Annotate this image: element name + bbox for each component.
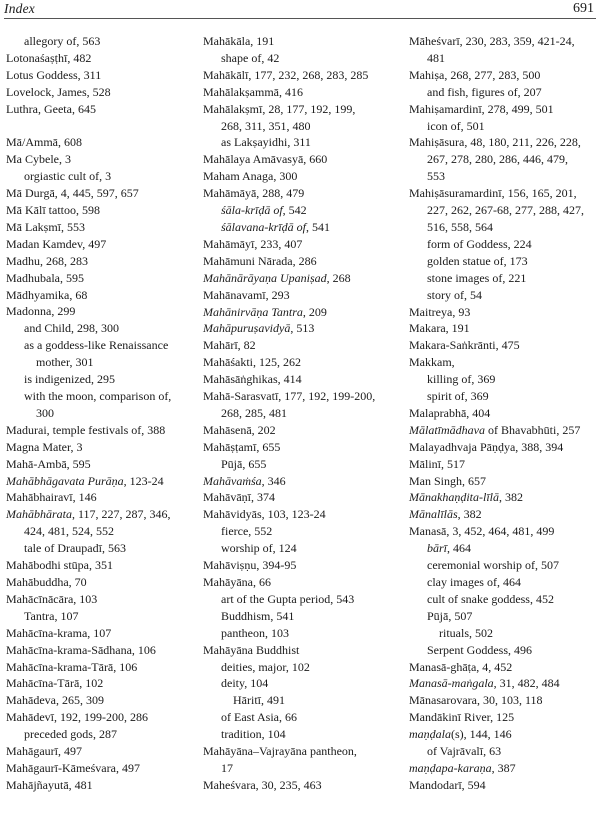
index-entry: Mahābhārata, 117, 227, 287, 346,: [6, 507, 171, 522]
index-subentry: 516, 558, 564: [427, 219, 493, 234]
index-entry: Luthra, Geeta, 645: [6, 101, 96, 116]
index-subentry: with the moon, comparison of,: [24, 389, 172, 404]
index-subentry: Tantra, 107: [24, 608, 79, 623]
index-entry: Manasā-maṅgala, 31, 482, 484: [409, 676, 560, 691]
index-entry: Madan Kamdev, 497: [6, 236, 107, 251]
index-subentry: 17: [221, 760, 233, 775]
index-entry: Mahāsenā, 202: [203, 422, 276, 437]
index-entry: Mā Durgā, 4, 445, 597, 657: [6, 186, 139, 201]
index-entry: Maitreya, 93: [409, 304, 471, 319]
index-entry: Mahājñayutā, 481: [6, 777, 93, 792]
index-entry: Mahādeva, 265, 309: [6, 693, 104, 708]
index-subentry: of East Asia, 66: [221, 710, 297, 725]
index-subentry: deity, 104: [221, 676, 269, 691]
index-subentry: as a goddess-like Renaissance: [24, 338, 169, 353]
index-subentry: stone images of, 221: [427, 270, 527, 285]
index-subentry: tradition, 104: [221, 727, 286, 742]
index-entry: Mahāmuni Nārada, 286: [203, 253, 317, 268]
index-subentry: worship of, 124: [221, 541, 297, 556]
index-entry: Lotonaśaṣṭhī, 482: [6, 50, 92, 65]
index-entry: Ma Cybele, 3: [6, 152, 71, 167]
index-entry: Mānakhaṇḍita-līlā, 382: [409, 490, 523, 505]
index-subentry: 553: [427, 169, 445, 184]
index-subentry: Pūjā, 655: [221, 456, 267, 471]
index-subentry: and fish, figures of, 207: [427, 84, 542, 99]
index-entry: Madonna, 299: [6, 304, 76, 319]
index-subentry: tale of Draupadī, 563: [24, 541, 126, 556]
index-entry: Mahācīnācāra, 103: [6, 591, 98, 606]
index-entry: Malayadhvaja Pāṇḍya, 388, 394: [409, 439, 564, 454]
index-entry: Mahāvāṇī, 374: [203, 490, 275, 505]
index-entry: Manasā-ghāṭa, 4, 452: [409, 659, 513, 674]
index-subentry: 267, 278, 280, 286, 446, 479,: [427, 152, 568, 167]
index-entry: Mahācīna-krama, 107: [6, 625, 112, 640]
index-entry: Mahiṣa, 268, 277, 283, 500: [409, 67, 541, 82]
index-entry: Malaprabhā, 404: [409, 405, 491, 420]
index-subentry: icon of, 501: [427, 118, 485, 133]
index-entry: Mānasarovara, 30, 103, 118: [409, 693, 543, 708]
index-entry: Mahāṣṭamī, 655: [203, 439, 281, 454]
index-entry: Mahākāla, 191: [203, 34, 275, 48]
index-entry: Lovelock, James, 528: [6, 84, 111, 99]
index-entry: Mahālaya Amāvasyā, 660: [203, 152, 328, 167]
index-subentry: form of Goddess, 224: [427, 236, 532, 251]
index-subentry: rituals, 502: [439, 625, 493, 640]
index-entry: Mahācīna-Tārā, 102: [6, 676, 104, 691]
index-entry: Mahā-Ambā, 595: [6, 456, 91, 471]
index-subentry: pantheon, 103: [221, 625, 289, 640]
index-entry: Man Singh, 657: [409, 473, 487, 488]
index-entry: Mahiṣāsuramardinī, 156, 165, 201,: [409, 186, 577, 201]
index-subentry: bārī, 464: [427, 541, 472, 556]
index-subentry: and Child, 298, 300: [24, 321, 119, 336]
index-entry: Makara-Saṅkrānti, 475: [409, 338, 520, 353]
index-entry: Mandākinī River, 125: [409, 710, 515, 725]
index-subentry: ceremonial worship of, 507: [427, 558, 559, 573]
index-subentry: allegory of, 563: [24, 34, 101, 48]
index-entry: Mahābhāgavata Purāṇa, 123-24: [6, 473, 164, 488]
index-entry: Mahācīna-krama-Sādhana, 106: [6, 642, 156, 657]
index-subentry: spirit of, 369: [427, 389, 489, 404]
index-entry: Makara, 191: [409, 321, 470, 336]
index-subentry: story of, 54: [427, 287, 482, 302]
index-subentry: 268, 311, 351, 480: [221, 118, 311, 133]
index-entry: Mādhyamika, 68: [6, 287, 88, 302]
index-subentry: śālavana-krīḍā of, 541: [221, 219, 330, 234]
index-entry: Mahāmāyī, 233, 407: [203, 236, 303, 251]
index-entry: Mā/Ammā, 608: [6, 135, 82, 150]
index-entry: Magna Mater, 3: [6, 439, 83, 454]
index-subentry: Buddhism, 541: [221, 608, 295, 623]
index-entry: Mahāgaurī-Kāmeśvara, 497: [6, 760, 140, 775]
index-subentry: orgiastic cult of, 3: [24, 169, 112, 184]
index-entry: Mānalīlās, 382: [409, 507, 482, 522]
index-subentry: deities, major, 102: [221, 659, 310, 674]
index-entry: Makkam,: [409, 355, 455, 370]
index-entry: Mahābhairavī, 146: [6, 490, 97, 505]
index-subentry: 227, 262, 267-68, 277, 288, 427,: [427, 203, 584, 218]
index-subentry: mother, 301: [36, 355, 94, 370]
index-entry: Mahiṣāsura, 48, 180, 211, 226, 228,: [409, 135, 581, 150]
index-entry: Lotus Goddess, 311: [6, 67, 102, 82]
index-subentry: preceded gods, 287: [24, 727, 117, 742]
index-subentry: Hāritī, 491: [233, 693, 285, 708]
index-entry: Maheśvara, 30, 235, 463: [203, 777, 322, 792]
index-column-1: [6, 33, 192, 794]
index-entry: Mahāviṣṇu, 394-95: [203, 558, 297, 573]
index-entry: Mahākālī, 177, 232, 268, 283, 285: [203, 67, 369, 82]
index-entry: Mahālakṣammā, 416: [203, 84, 303, 99]
index-entry: Manasā, 3, 452, 464, 481, 499: [409, 524, 555, 539]
index-entry: Mahāśakti, 125, 262: [203, 355, 301, 370]
index-subentry: Pūjā, 507: [427, 608, 473, 623]
index-entry: Mahā-Sarasvatī, 177, 192, 199-200,: [203, 389, 376, 404]
page-header: [4, 2, 596, 19]
index-entry: Mahānārāyaṇa Upaniṣad, 268: [203, 270, 351, 285]
index-entry: Mahāyāna–Vajrayāna pantheon,: [203, 744, 357, 759]
index-subentry: śāla-krīḍā of, 542: [221, 203, 307, 218]
index-subentry: cult of snake goddess, 452: [427, 591, 554, 606]
index-subentry: is indigenized, 295: [24, 372, 115, 387]
index-entry: Mahāmāyā, 288, 479: [203, 186, 305, 201]
index-entry: Madhu, 268, 283: [6, 253, 88, 268]
section-title: Index: [4, 1, 35, 16]
index-entry: Mandodarī, 594: [409, 777, 486, 792]
index-entry: Mahāgaurī, 497: [6, 744, 82, 759]
index-subentry: 481: [427, 50, 445, 65]
index-entry: Māheśvarī, 230, 283, 359, 421-24,: [409, 34, 575, 48]
index-subentry: 300: [36, 405, 54, 420]
index-subentry: fierce, 552: [221, 524, 273, 539]
index-entry: Mahāpuruṣavidyā, 513: [203, 321, 315, 336]
index-entry: Mālatīmādhava of Bhavabhūti, 257: [409, 422, 581, 437]
index-subentry: shape of, 42: [221, 50, 280, 65]
index-entry: Maham Anaga, 300: [203, 169, 298, 184]
index-entry: Mahārī, 82: [203, 338, 256, 353]
index-entry: Madurai, temple festivals of, 388: [6, 422, 166, 437]
index-entry: Mā Kālī tattoo, 598: [6, 203, 100, 218]
page-number: 691: [573, 1, 594, 16]
index-entry: Mahābuddha, 70: [6, 574, 87, 589]
index-entry: Mahiṣamardinī, 278, 499, 501: [409, 101, 554, 116]
index-entry: Mahācīna-krama-Tārā, 106: [6, 659, 138, 674]
index-entry: Mahāyāna, 66: [203, 575, 271, 589]
index-entry: Mahāvidyās, 103, 123-24: [203, 507, 326, 522]
index-entry: Mahāvaṁśa, 346: [203, 473, 286, 488]
section-gap: [6, 118, 192, 135]
index-entry: maṇḍapa-karaṇa, 387: [409, 760, 516, 775]
index-subentry: killing of, 369: [427, 372, 496, 387]
index-subentry: 268, 285, 481: [221, 405, 287, 420]
index-column-2: [203, 33, 401, 794]
index-subentry: as Lakṣayidhi, 311: [221, 135, 311, 150]
index-subentry: 424, 481, 524, 552: [24, 524, 114, 539]
index-entry: Mahānavamī, 293: [203, 287, 290, 302]
index-subentry: of Vajrāvalī, 63: [427, 744, 502, 759]
index-entry: Mālinī, 517: [409, 456, 465, 471]
index-entry: Mahānirvāṇa Tantra, 209: [203, 304, 327, 319]
index-subentry: clay images of, 464: [427, 575, 521, 589]
index-entry: Mahābodhi stūpa, 351: [6, 558, 113, 573]
index-subentry: Serpent Goddess, 496: [427, 642, 532, 657]
index-entry: Mahāyāna Buddhist: [203, 642, 300, 657]
index-entry: Mahāsāṅghikas, 414: [203, 372, 302, 387]
index-entry: Mahālakṣmī, 28, 177, 192, 199,: [203, 101, 356, 116]
index-subentry: golden statue of, 173: [427, 253, 528, 268]
index-subentry: art of the Gupta period, 543: [221, 591, 355, 606]
index-entry: Madhubala, 595: [6, 270, 84, 285]
index-entry: Mā Lakṣmī, 553: [6, 219, 85, 234]
index-entry: Mahādevī, 192, 199-200, 286: [6, 710, 148, 725]
index-column-3: [409, 33, 599, 794]
index-entry: maṇḍala(s), 144, 146: [409, 727, 512, 742]
